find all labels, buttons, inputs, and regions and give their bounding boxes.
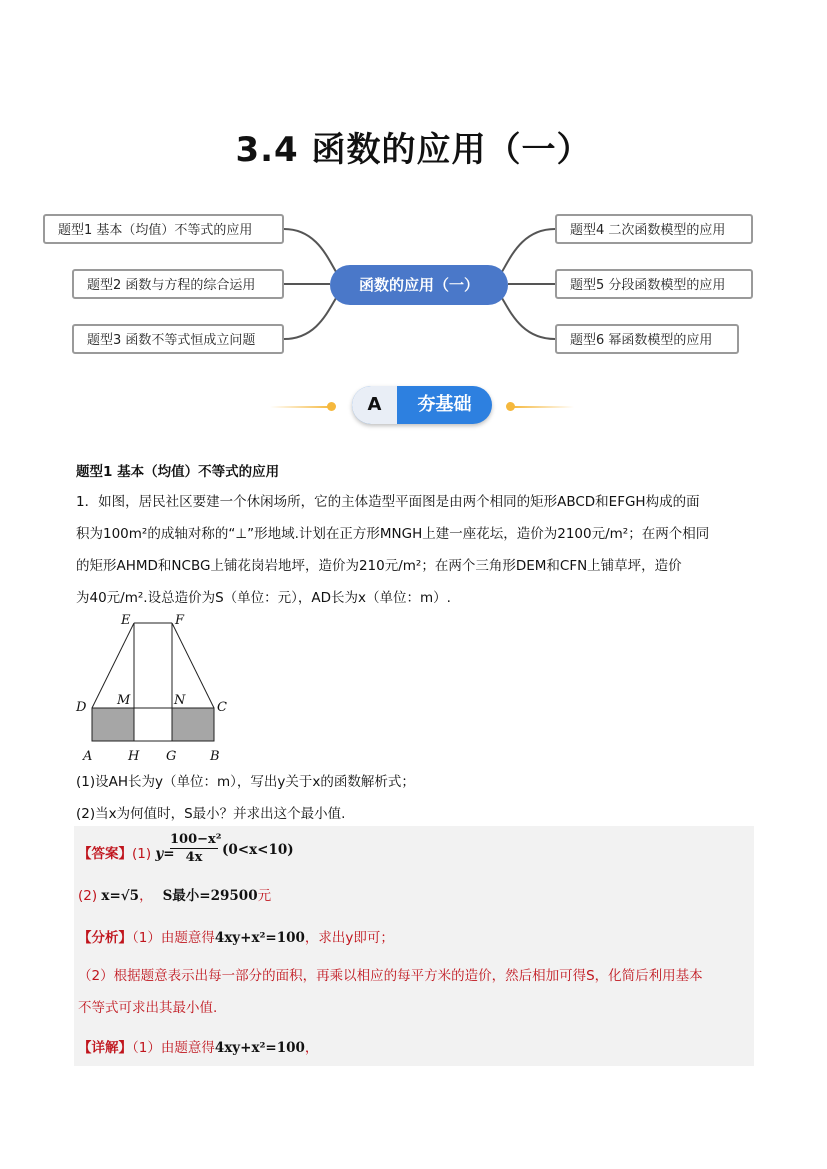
analysis-math: 4xy+x²=100 xyxy=(214,930,305,946)
figure-shapes xyxy=(92,623,214,741)
page-title: 3.4 函数的应用（一） xyxy=(235,130,592,170)
label-C: C xyxy=(217,700,227,715)
mindmap-node-2: 题型2 函数与方程的综合运用 xyxy=(72,269,284,299)
analysis-end: ，求出y即可； xyxy=(304,930,394,946)
analysis-line-1 xyxy=(78,926,394,946)
detail-math: 4xy+x²=100 xyxy=(214,1040,305,1056)
analysis-tag: 【分析】 xyxy=(78,930,132,946)
answer-sep: ， xyxy=(139,888,153,904)
answer-x-value: x=√5 xyxy=(101,888,140,904)
mindmap-node-6: 题型6 幂函数模型的应用 xyxy=(555,324,739,354)
detail-text: （1）由题意得 xyxy=(132,1040,215,1056)
fraction-denominator: 4x xyxy=(185,850,203,865)
label-E: E xyxy=(121,613,131,628)
analysis-line-3: 不等式可求出其最小值. xyxy=(78,1000,218,1016)
problem-line-3: 的矩形AHMD和NCBG上铺花岗岩地坪，造价为210元/m²；在两个三角形DEM和CFN上铺草坪，造价 xyxy=(76,558,682,574)
label-M: M xyxy=(117,693,131,708)
banner-label: 夯基础 xyxy=(417,394,472,415)
banner-right-dot xyxy=(506,402,515,411)
mindmap-node-3: 题型3 函数不等式恒成立问题 xyxy=(72,324,284,354)
problem-line-4: 为40元/m².设总造价为S（单位：元），AD长为x（单位：m）. xyxy=(76,590,451,606)
section-banner xyxy=(352,386,492,424)
detail-tag: 【详解】 xyxy=(78,1040,132,1056)
answer-tag: 【答案】 xyxy=(78,846,132,862)
geometry-figure xyxy=(74,608,244,766)
answer-part1-lhs: y= xyxy=(155,846,175,862)
label-A: A xyxy=(83,749,93,764)
answer-part2-prefix: (2) xyxy=(78,888,102,904)
answer-s-min: S最小=29500 xyxy=(162,888,258,904)
mindmap-node-4: 题型4 二次函数模型的应用 xyxy=(555,214,753,244)
answer-line-2 xyxy=(78,884,271,904)
label-B: B xyxy=(210,749,220,764)
answer-domain: (0<x<10) xyxy=(222,842,294,858)
label-F: F xyxy=(175,613,185,628)
label-H: H xyxy=(128,749,140,764)
mindmap-connectors xyxy=(0,0,827,370)
problem-line-2: 积为100m²的成轴对称的“⊥”形地域.计划在正方形MNGH上建一座花坛，造价为2100元/m²；在两个相同 xyxy=(76,526,710,542)
section-heading: 题型1 基本（均值）不等式的应用 xyxy=(76,464,280,480)
question-1: (1)设AH长为y（单位：m），写出y关于x的函数解析式； xyxy=(76,774,415,790)
label-N: N xyxy=(174,693,186,708)
banner-letter: A xyxy=(352,386,397,424)
mindmap-node-5: 题型5 分段函数模型的应用 xyxy=(555,269,753,299)
mindmap-node-1: 题型1 基本（均值）不等式的应用 xyxy=(43,214,284,244)
detail-line-1 xyxy=(78,1036,318,1056)
fraction-numerator: 100−x² xyxy=(170,832,222,847)
analysis-text-1: （1）由题意得 xyxy=(132,930,215,946)
banner-left-dot xyxy=(327,402,336,411)
detail-end: ， xyxy=(304,1040,319,1056)
label-G: G xyxy=(166,749,177,764)
mindmap-center: 函数的应用（一） xyxy=(330,265,508,305)
answer-fraction xyxy=(170,832,222,865)
label-D: D xyxy=(76,700,87,715)
question-2: (2)当x为何值时，S最小？并求出这个最小值. xyxy=(76,806,346,822)
problem-line-1: 1．如图，居民社区要建一个休闲场所，它的主体造型平面图是由两个相同的矩形ABCD和EFGH构成的面 xyxy=(76,494,700,510)
answer-line-1 xyxy=(78,842,175,862)
banner-left-line xyxy=(270,406,332,408)
banner-right-line xyxy=(512,406,574,408)
answer-part1-prefix: (1) xyxy=(132,846,156,862)
answer-unit: 元 xyxy=(257,888,272,904)
analysis-line-2: （2）根据题意表示出每一部分的面积，再乘以相应的每平方米的造价，然后相加可得S，化简后利用基本 xyxy=(78,968,703,984)
